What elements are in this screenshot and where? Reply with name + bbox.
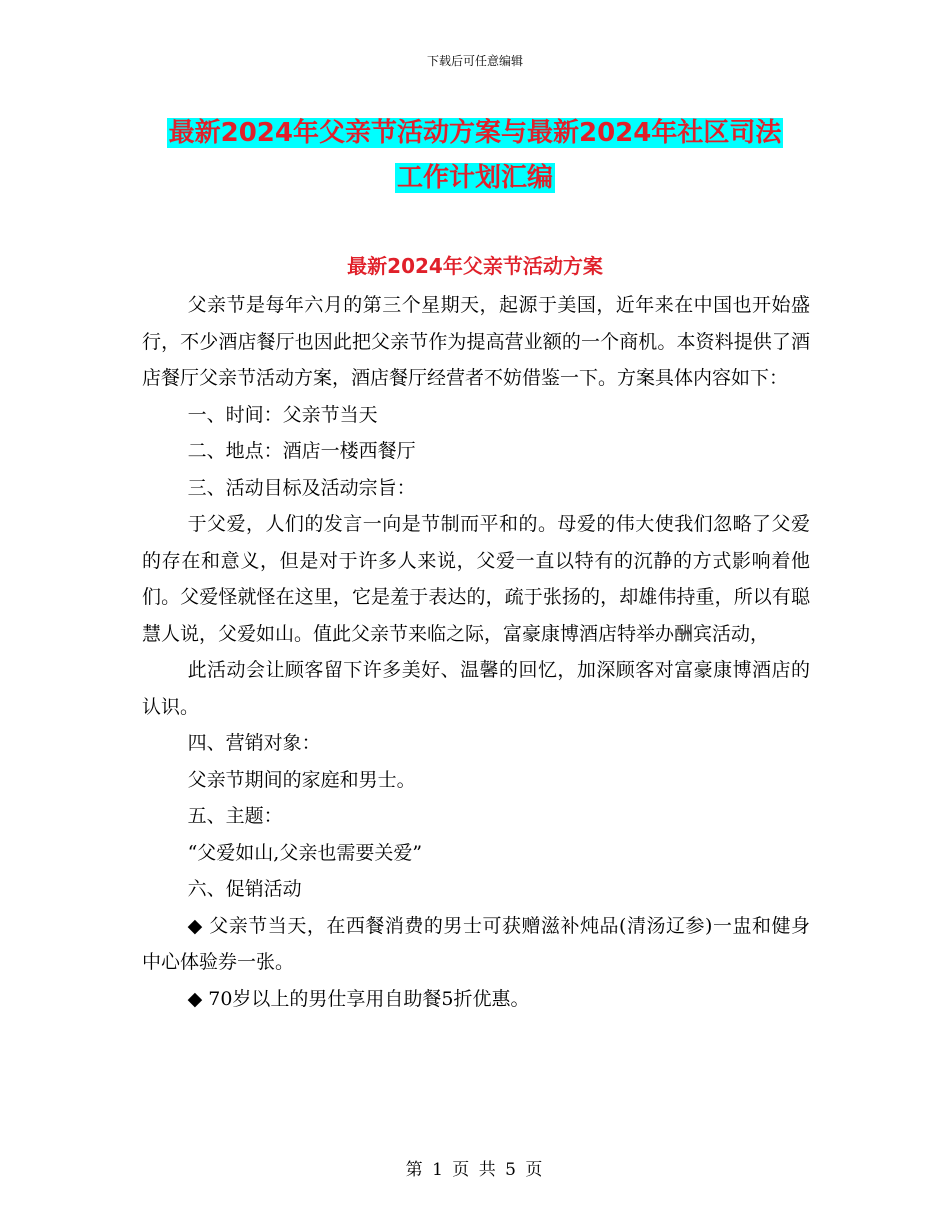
paragraph-theme-body: “父爱如山,父亲也需要关爱”	[187, 841, 423, 864]
document-body	[142, 287, 810, 1017]
document-title-line-2-text: 工作计划汇编	[396, 163, 553, 193]
paragraph-goals-body: 于父爱，人们的发言一向是节制而平和的。母爱的伟大使我们忽略了父爱的存在和意义，但是对于许多人来说，父爱一直以特有的沉静的方式影响着他们。父爱怪就怪在这里，它是羞于表达的，疏于张扬的，却雄伟持重，所以有聪慧人说，父爱如山。值此父亲节来临之际，富豪康博酒店特举办酬宾活动，	[142, 513, 810, 645]
paragraph-promo-item-1: ◆ 父亲节当天，在西餐消费的男士可获赠滋补炖品(清汤辽参)一盅和健身中心体验券一张。	[142, 914, 810, 973]
paragraph-goals-body-2: 此活动会让顾客留下许多美好、温馨的回忆，加深顾客对富豪康博酒店的认识。	[142, 659, 810, 718]
page-header-note: 下载后可任意编辑	[426, 54, 523, 68]
document-title-line-1-text: 最新2024年父亲节活动方案与最新2024年社区司法	[168, 118, 782, 148]
paragraph-time: 一、时间：父亲节当天	[187, 403, 378, 426]
paragraph-promo-heading: 六、促销活动	[187, 878, 302, 900]
document-title-line-1	[150, 112, 800, 149]
page-footer-page-number: 第 1 页 共 5 页	[405, 1160, 545, 1180]
document-title-line-2	[150, 157, 800, 194]
paragraph-intro: 父亲节是每年六月的第三个星期天，起源于美国，近年来在中国也开始盛行，不少酒店餐厅也因此把父亲节作为提高营业额的一个商机。本资料提供了酒店餐厅父亲节活动方案，酒店餐厅经营者不妨借鉴一下。方案具体内容如下：	[142, 294, 810, 389]
paragraph-theme-heading: 五、主题：	[187, 805, 283, 827]
paragraph-target-heading: 四、营销对象：	[187, 732, 321, 754]
paragraph-location: 二、地点：酒店一楼西餐厅	[187, 440, 416, 462]
paragraph-target-body: 父亲节期间的家庭和男士。	[187, 768, 416, 791]
paragraph-goals-heading: 三、活动目标及活动宗旨：	[187, 476, 416, 499]
section-heading: 最新2024年父亲节活动方案	[347, 254, 603, 278]
paragraph-promo-item-2: ◆ 70岁以上的男仕享用自助餐5折优惠。	[187, 987, 530, 1010]
